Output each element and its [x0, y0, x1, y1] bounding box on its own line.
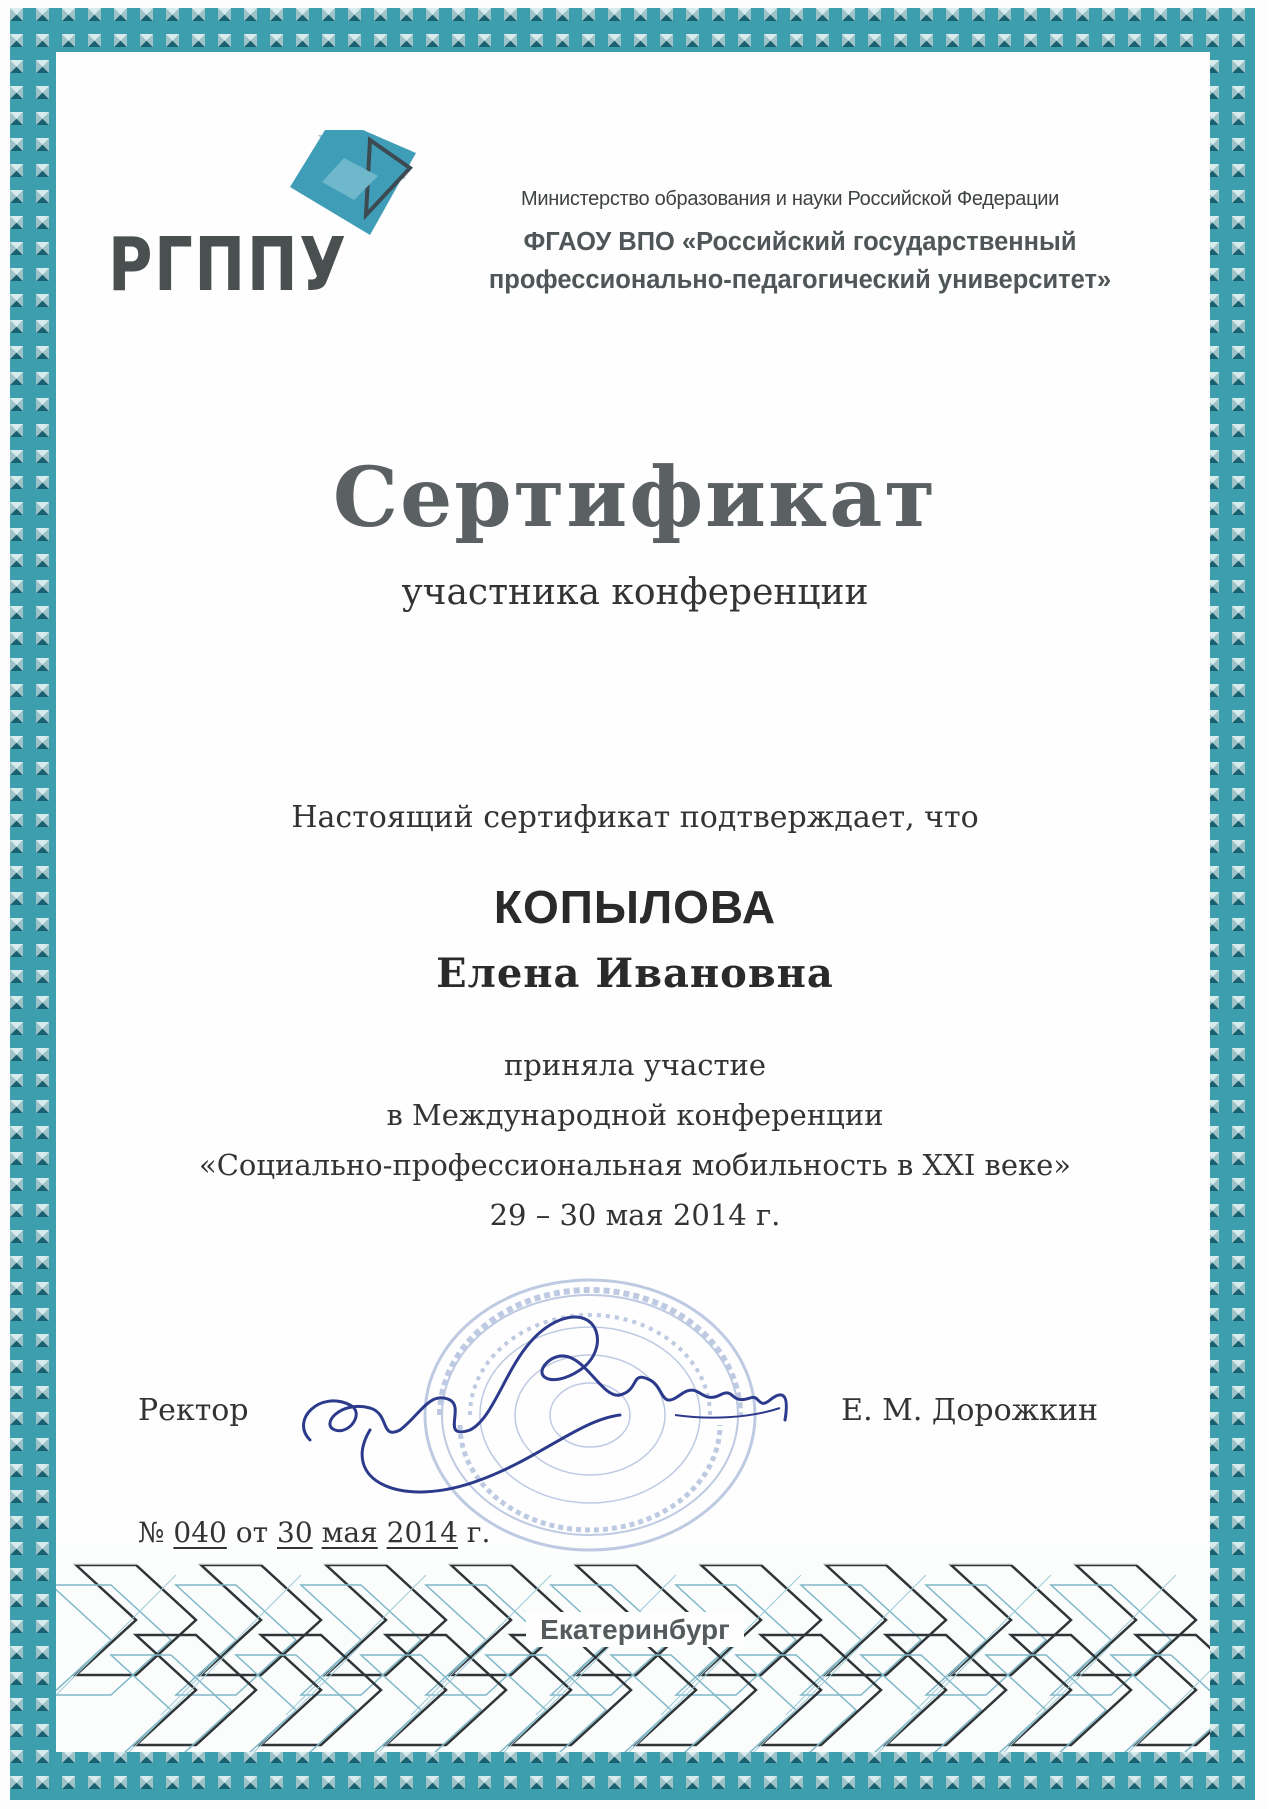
document-year: 2014: [386, 1516, 458, 1549]
rector-label: Ректор: [138, 1393, 249, 1428]
conference-dates: 29 – 30 мая 2014 г.: [489, 1198, 781, 1232]
footer-arrow-pattern: [56, 1545, 1210, 1752]
ministry-name: Министерство образования и науки Российской Федерации: [521, 188, 1059, 210]
university-name-line1: ФГАОУ ВПО «Российский государственный: [523, 228, 1077, 256]
certificate-title: Сертификат: [332, 450, 938, 546]
document-number: 040: [173, 1516, 227, 1549]
from-word: от: [235, 1516, 269, 1549]
rector-name: Е. М. Дорожкин: [841, 1393, 1098, 1428]
header-institution: [420, 188, 1180, 299]
confirm-text: Настоящий сертификат подтверждает, что: [291, 800, 979, 835]
conference-title: «Социально-профессиональная мобильность в XXI веке»: [198, 1148, 1072, 1182]
university-name-line2: профессионально-педагогический университет»: [488, 266, 1112, 294]
participation-line: приняла участие: [503, 1048, 767, 1082]
document-month: мая: [321, 1516, 378, 1549]
document-number-line: [138, 1516, 490, 1549]
recipient-given-name: Елена Ивановна: [436, 950, 834, 997]
document-day: 30: [277, 1516, 313, 1549]
participation-details: [0, 1040, 1270, 1240]
logo-text: РГППУ: [108, 222, 348, 308]
rector-signature: [280, 1280, 840, 1520]
number-sign: №: [138, 1516, 165, 1549]
certificate-subtitle: участника конференции: [401, 572, 869, 613]
city-name: Екатеринбург: [526, 1612, 744, 1647]
university-logo: [108, 130, 428, 310]
university-name: [420, 223, 1180, 299]
city-footer: [0, 1614, 1270, 1646]
year-suffix: г.: [466, 1516, 491, 1549]
conference-type: в Международной конференции: [386, 1098, 884, 1132]
recipient-surname: КОПЫЛОВА: [493, 881, 777, 933]
